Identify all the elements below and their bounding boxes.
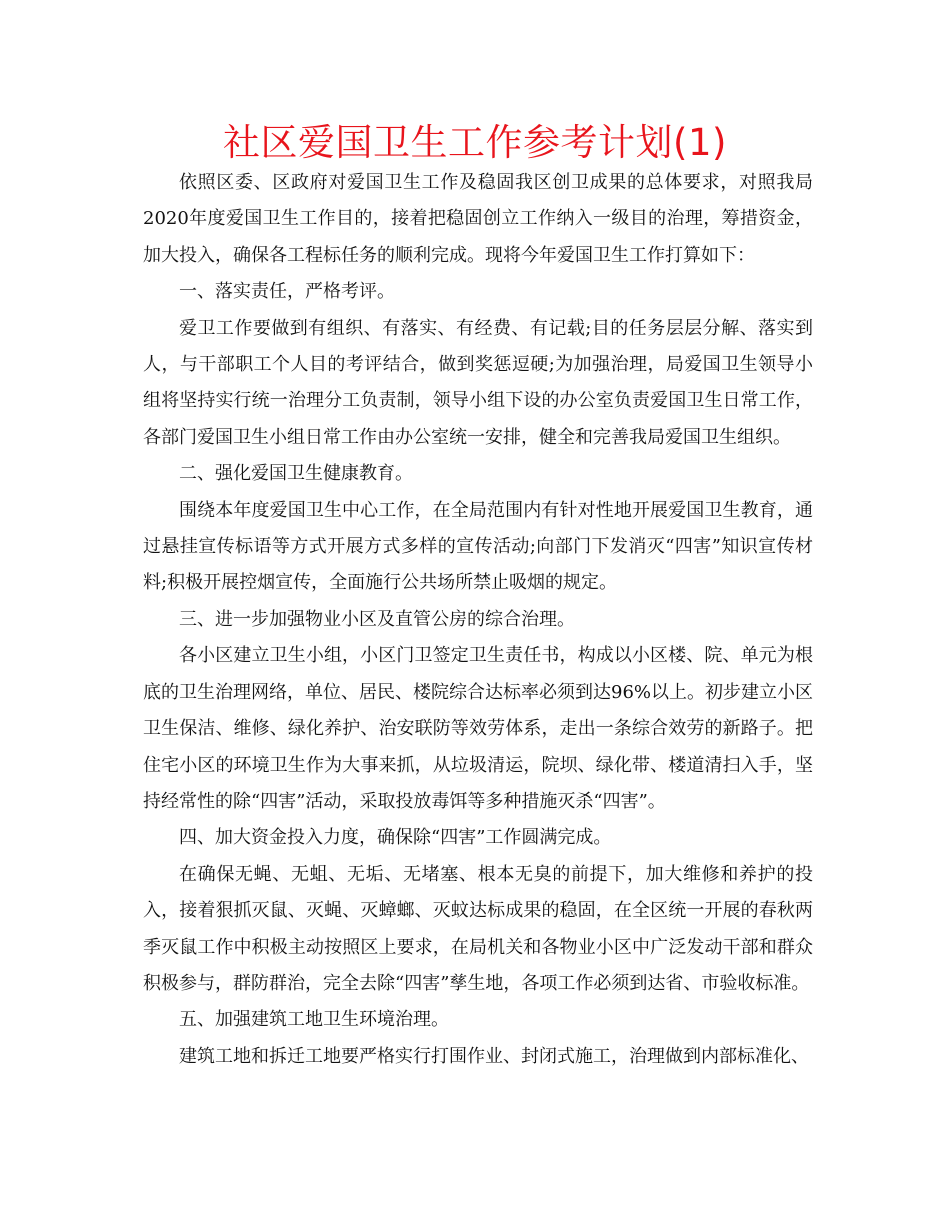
section-heading-1: 一、落实责任，严格考评。 [179,281,395,303]
section-heading-3: 三、进一步加强物业小区及直管公房的综合治理。 [179,608,575,630]
paragraph-intro: 依照区委、区政府对爱国卫生工作及稳固我区创卫成果的总体要求，对照我局2020年度爱国卫生工作目的，接着把稳固创立工作纳入一级目的治理，筹措资金，加大投入，确保各工程标任务的顺利完成。现将今年爱国卫生工作打算如下： [143,172,813,266]
paragraph-section-1: 爱卫工作要做到有组织、有落实、有经费、有记载;目的任务层层分解、落实到人，与干部职工个人目的考评结合，做到奖惩逗硬;为加强治理，局爱国卫生领导小组将坚持实行统一治理分工负责制，领导小组下设的办公室负责爱国卫生日常工作，各部门爱国卫生小组日常工作由办公室统一安排，健全和完善我局爱国卫生组织。 [143,317,813,448]
section-heading-2: 二、强化爱国卫生健康教育。 [179,463,413,485]
paragraph-section-4: 在确保无蝇、无蛆、无垢、无堵塞、根本无臭的前提下，加大维修和养护的投入，接着狠抓灭鼠、灭蝇、灭蟑螂、灭蚊达标成果的稳固，在全区统一开展的春秋两季灭鼠工作中积极主动按照区上要求，在局机关和各物业小区中广泛发动干部和群众积极参与，群防群治，完全去除“四害”孳生地，各项工作必须到达省、市验收标准。 [143,863,813,994]
paragraph-section-3: 各小区建立卫生小组，小区门卫签定卫生责任书，构成以小区楼、院、单元为根底的卫生治理网络，单位、居民、楼院综合达标率必须到达96%以上。初步建立小区卫生保洁、维修、绿化养护、治安联防等效劳体系，走出一条综合效劳的新路子。把住宅小区的环境卫生作为大事来抓，从垃圾清运，院坝、绿化带、楼道清扫入手，坚持经常性的除“四害”活动，采取投放毒饵等多种措施灭杀“四害”。 [143,645,814,812]
section-heading-4: 四、加大资金投入力度，确保除“四害”工作圆满完成。 [179,827,612,849]
document-title: 社区爱国卫生工作参考计划(1) [223,121,727,164]
paragraph-section-2: 围绕本年度爱国卫生中心工作，在全局范围内有针对性地开展爱国卫生教育，通过悬挂宣传标语等方式开展方式多样的宣传活动;向部门下发消灭“四害”知识宣传材料;积极开展控烟宣传，全面施行公共场所禁止吸烟的规定。 [143,499,813,594]
section-heading-5: 五、加强建筑工地卫生环境治理。 [179,1009,449,1031]
document-body [143,165,813,1075]
paragraph-section-5: 建筑工地和拆迁工地要严格实行打围作业、封闭式施工，治理做到内部标准化、 [179,1045,809,1067]
